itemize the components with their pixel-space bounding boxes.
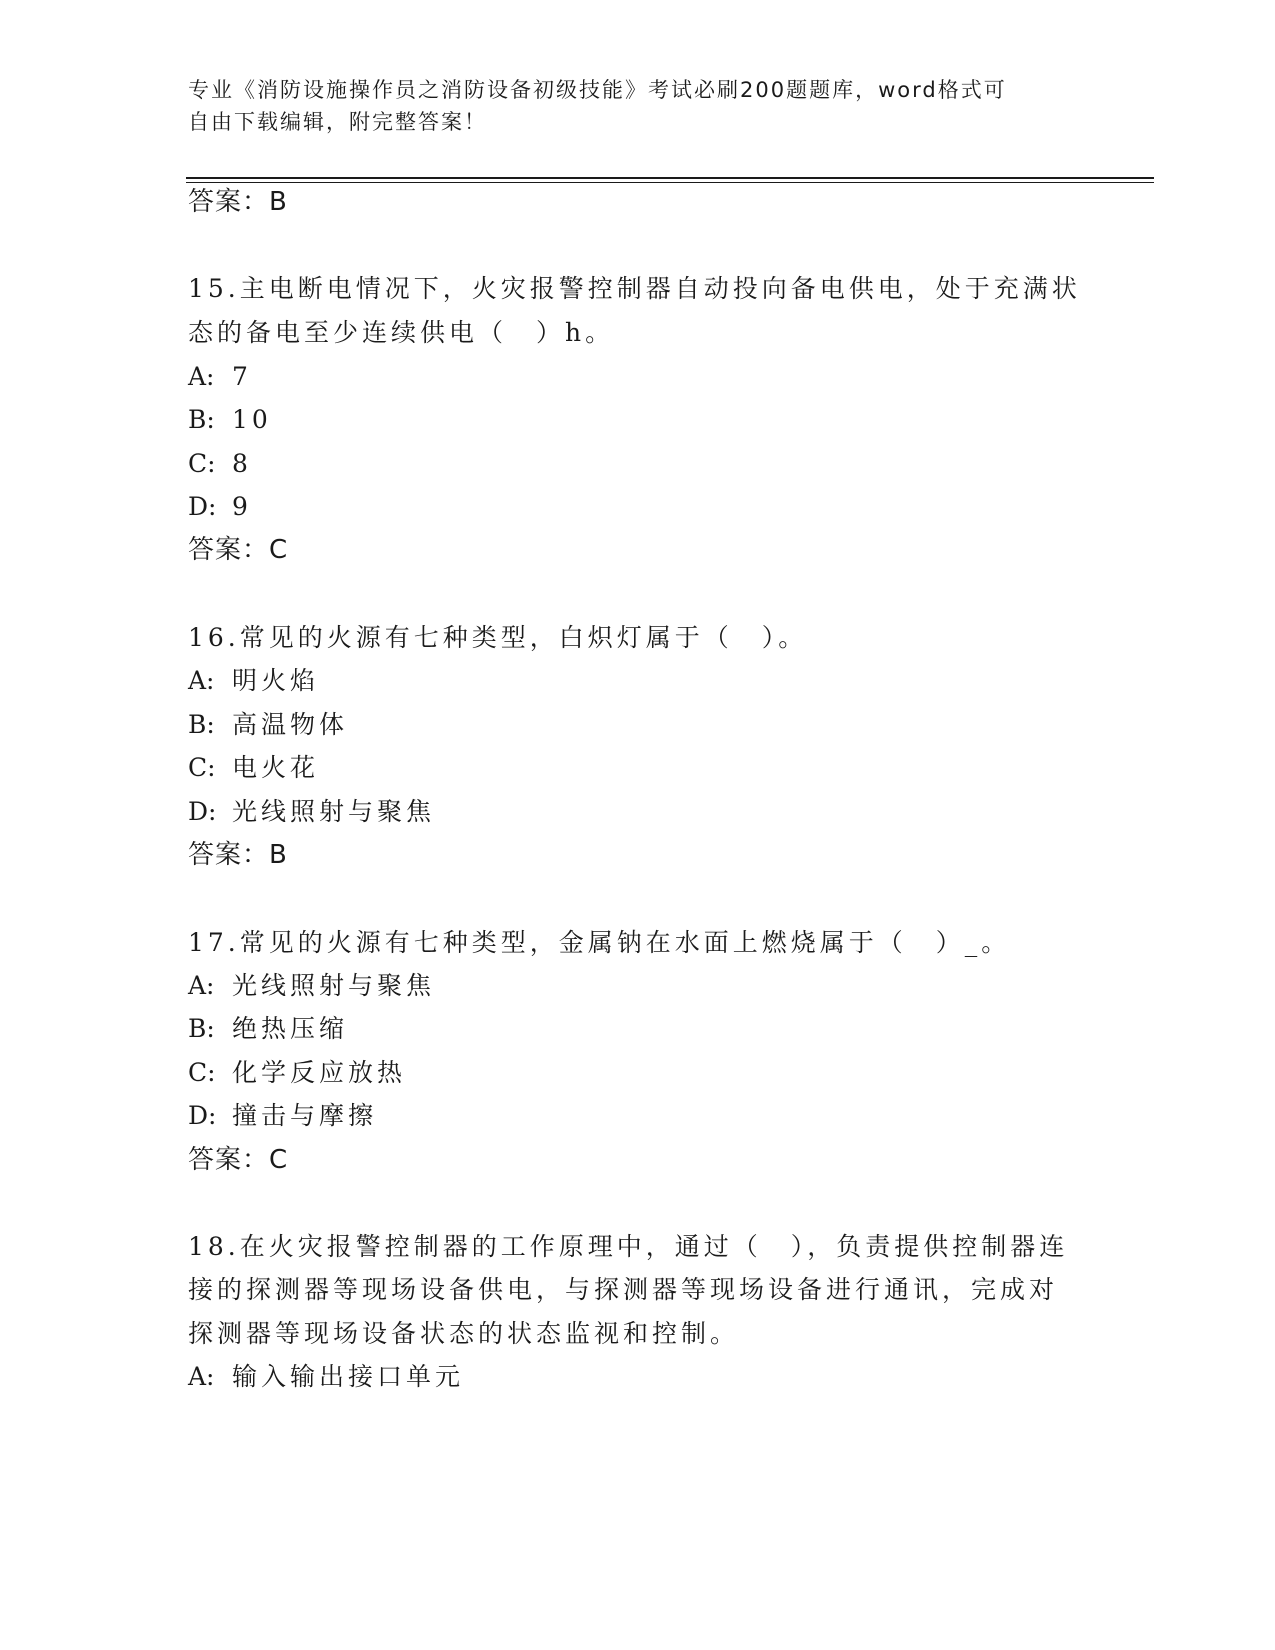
question-18-line-3: 探测器等现场设备状态的状态监视和控制。 <box>188 1319 740 1348</box>
question-17-answer: 答案：C <box>188 1145 289 1175</box>
question-17-option-b: B: 绝热压缩 <box>188 1014 349 1043</box>
question-15-option-a: A: 7 <box>188 362 252 391</box>
question-16-option-a: A: 明火焰 <box>188 666 320 695</box>
question-17-option-d: D: 撞击与摩擦 <box>188 1101 378 1130</box>
question-15-option-d: D: 9 <box>188 492 252 521</box>
question-15-line-2: 态的备电至少连续供电（ ）h。 <box>188 318 615 347</box>
question-17-line-1: 17.常见的火源有七种类型，金属钠在水面上燃烧属于（ ）_。 <box>188 928 1011 957</box>
question-15-option-b: B: 10 <box>188 405 272 434</box>
header-line-2: 自由下载编辑，附完整答案！ <box>188 110 487 134</box>
question-16-option-d: D: 光线照射与聚焦 <box>188 797 436 826</box>
question-16-option-c: C: 电火花 <box>188 753 320 782</box>
header-divider-thick <box>186 177 1154 179</box>
question-18-line-1: 18.在火灾报警控制器的工作原理中，通过（ ），负责提供控制器连 <box>188 1232 1069 1261</box>
document-header <box>188 74 1068 138</box>
question-15-answer: 答案：C <box>188 535 289 565</box>
answer-previous: 答案：B <box>188 187 288 217</box>
question-18-option-a: A: 输入输出接口单元 <box>188 1362 465 1391</box>
question-17-option-a: A: 光线照射与聚焦 <box>188 971 436 1000</box>
question-16-option-b: B: 高温物体 <box>188 710 349 739</box>
question-15-line-1: 15.主电断电情况下，火灾报警控制器自动投向备电供电，处于充满状 <box>188 274 1081 303</box>
header-divider-thin <box>186 182 1154 183</box>
question-16-line-1: 16.常见的火源有七种类型，白炽灯属于（ ）。 <box>188 623 808 652</box>
question-17-option-c: C: 化学反应放热 <box>188 1058 407 1087</box>
question-18-line-2: 接的探测器等现场设备供电，与探测器等现场设备进行通讯，完成对 <box>188 1275 1059 1304</box>
question-15-option-c: C: 8 <box>188 449 252 478</box>
question-16-answer: 答案：B <box>188 840 288 870</box>
header-line-1: 专业《消防设施操作员之消防设备初级技能》考试必刷200题题库，word格式可 <box>188 78 1007 102</box>
